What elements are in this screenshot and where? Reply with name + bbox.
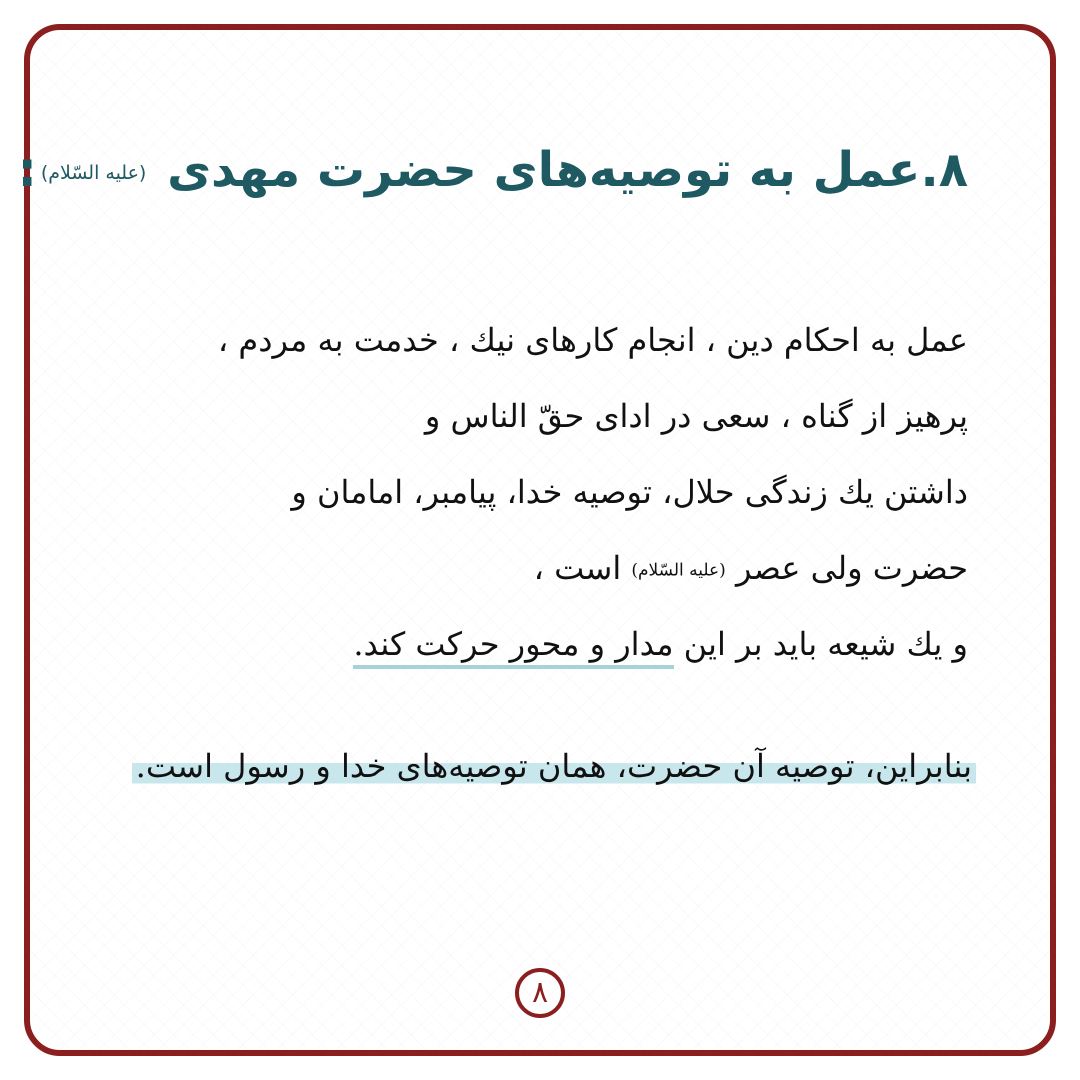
body-line-2: پرهیز از گناه ، سعی در ادای حقّ الناس و bbox=[424, 397, 968, 435]
page-number: ۸ bbox=[531, 975, 549, 1010]
title-text: ۸.عمل به توصیه‌های حضرت مهدی bbox=[167, 142, 968, 198]
highlighted-conclusion: بنابراین، توصیه آن حضرت، همان توصیه‌های خدا و رسول است. bbox=[132, 744, 976, 789]
body-line-4-start: حضرت ولی عصر bbox=[735, 549, 968, 587]
body-paragraph bbox=[218, 302, 968, 682]
page-number-badge bbox=[515, 968, 565, 1018]
body-line-4-end: است ، bbox=[533, 549, 622, 587]
body-line-5-plain: و یك شیعه باید بر این bbox=[683, 625, 968, 663]
body-line-1: عمل به احکام دین ، انجام کارهای نیك ، خدمت به مردم ، bbox=[217, 321, 968, 359]
body-line-4-honorific: (علیه السّلام) bbox=[631, 560, 726, 581]
body-line-5-underlined: مدار و محور حرکت کند. bbox=[353, 625, 673, 669]
title-honorific: (علیه السّلام) bbox=[40, 161, 147, 184]
page-title bbox=[18, 142, 968, 200]
content-card bbox=[17, 24, 1056, 1056]
title-colon: : bbox=[17, 142, 37, 198]
body-line-4 bbox=[218, 530, 968, 606]
body-line-3: داشتن یك زندگی حلال، توصیه خدا، پیامبر، امامان و bbox=[291, 473, 968, 511]
body-line-5 bbox=[218, 606, 968, 682]
